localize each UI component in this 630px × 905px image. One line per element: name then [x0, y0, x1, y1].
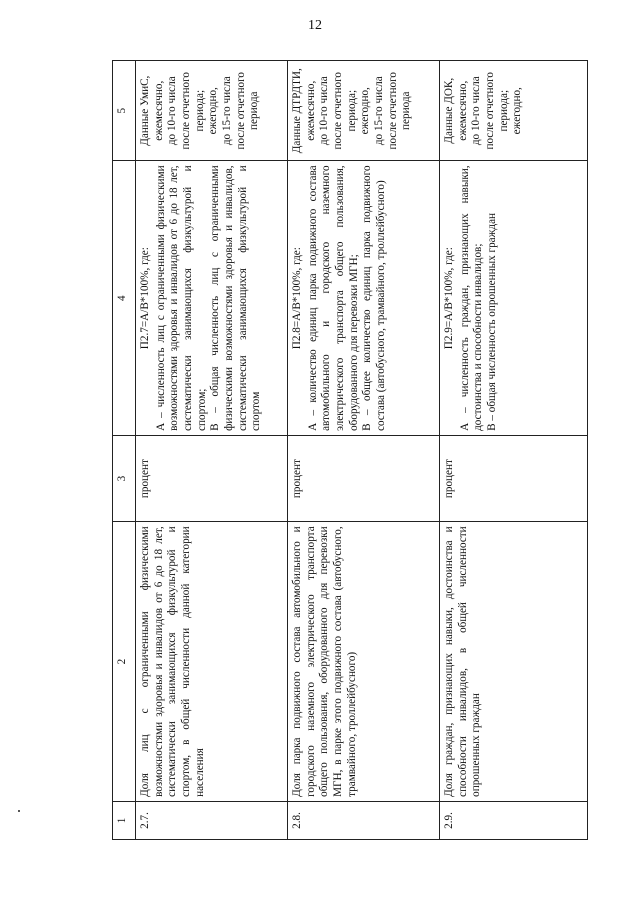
calculation-method	[136, 161, 288, 435]
source-line: после отчетного	[179, 71, 192, 150]
indicator-name: Доля граждан, признающих навыки, достоинства и способности инвалидов, в общей численности опрошенных граждан	[440, 522, 588, 802]
source-line: периода;	[497, 89, 510, 132]
column-header: 1	[113, 801, 136, 839]
unit-of-measure: процент	[288, 435, 440, 521]
source-line: периода	[248, 91, 261, 130]
rotated-table-container	[112, 60, 580, 840]
formula: П2.8=А/В*100%, где:	[291, 247, 303, 350]
table-row	[288, 61, 440, 840]
definition-b: В – общая численность лиц с ограниченными физическими возможностями здоровья и инвалидов, систематически занимающихся физкультурой и спортом	[209, 165, 263, 431]
indicator-name: Доля лиц с ограниченными физическими возможностями здоровья и инвалидов от 6 до 18 лет, систематически занимающихся физкультурой и спортом, в общей численности данной категории населения	[136, 522, 288, 802]
column-header: 3	[113, 435, 136, 521]
unit-of-measure: процент	[440, 435, 588, 521]
definition-a: А – количество единиц парка подвижного состава автомобильного и городского наземного электрического транспорта общего пользования, оборудованного для перевозки МГН;	[306, 165, 360, 431]
source-line: Данные ДОК,	[443, 77, 455, 144]
formula: П2.7=А/В*100%, где:	[139, 247, 151, 350]
source-line: ежегодно,	[359, 87, 372, 135]
table-header-row	[113, 61, 136, 840]
source-line: ежемесячно,	[152, 80, 165, 141]
definition-a: А – численность граждан, признающих навыки, достоинства и способности инвалидов;	[458, 165, 485, 431]
source-line: до 15-го числа	[372, 76, 385, 146]
source-line: до 10-го числа	[470, 76, 483, 146]
row-number: 2.9.	[440, 801, 588, 839]
unit-of-measure: процент	[136, 435, 288, 521]
definition-b: В – общее количество единиц парка подвижного состава (автобусного, трамвайного, троллейбусного)	[361, 165, 387, 431]
source-line: до 10-го числа	[318, 76, 331, 146]
column-header: 5	[113, 61, 136, 161]
source-line: Данные ДТРДТИ,	[291, 68, 303, 154]
calculation-method	[288, 161, 440, 435]
source-line: после отчетного	[386, 71, 399, 150]
source-line: после отчетного	[331, 71, 344, 150]
source-line: периода;	[345, 89, 358, 132]
source-line: после отчетного	[483, 71, 496, 150]
source-line: ежегодно,	[207, 87, 220, 135]
source-line: ежемесячно,	[456, 80, 469, 141]
formula: П2.9=А/В*100%, где:	[443, 247, 455, 350]
source-line: ежегодно,	[511, 87, 524, 135]
indicator-name: Доля парка подвижного состава автомобильного и городского наземного электрического транспорта общего пользования, оборудованного для перевозки МГН, в парке этого подвижного состава (автобусного, трамвайного, троллейбусного)	[288, 522, 440, 802]
row-number: 2.7.	[136, 801, 288, 839]
row-number: 2.8.	[288, 801, 440, 839]
source-line: периода	[400, 91, 413, 130]
table-row	[440, 61, 588, 840]
definition-b: В – общая численность опрошенных граждан	[485, 212, 498, 431]
page-number: 12	[308, 18, 322, 33]
source-line: после отчетного	[234, 71, 247, 150]
column-header: 4	[113, 161, 136, 435]
definition-a: А – численность лиц с ограниченными физическими возможностями здоровья и инвалидов от 6 до 18 лет, систематически занимающихся физкультурой и спортом;	[154, 165, 208, 431]
source-line: до 10-го числа	[166, 76, 179, 146]
source-line: до 15-го числа	[220, 76, 233, 146]
column-header: 2	[113, 522, 136, 802]
source-line: ежемесячно,	[304, 80, 317, 141]
source-line: периода;	[193, 89, 206, 132]
data-source	[136, 61, 288, 161]
data-source	[288, 61, 440, 161]
data-source	[440, 61, 588, 161]
scan-mark	[18, 810, 20, 812]
calculation-method	[440, 161, 588, 435]
source-line: Данные УмиС,	[139, 75, 151, 146]
table-row	[136, 61, 288, 840]
indicator-table	[112, 60, 588, 840]
